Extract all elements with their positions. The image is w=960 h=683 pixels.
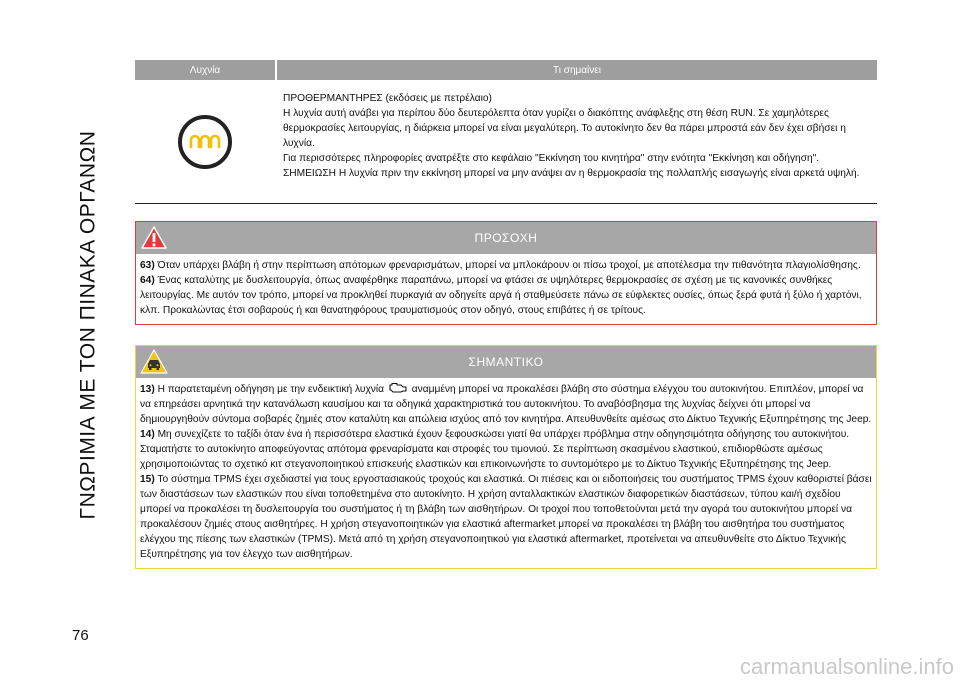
note-number: 14): [140, 429, 155, 440]
notice-paragraph: [140, 427, 872, 472]
note-text: Ένας καταλύτης με δυσλειτουργία, όπως αναφέρθηκε παραπάνω, μπορεί να φτάσει σε υψηλότερες θερμοκρασίες σε σχέση με τις κανονικές συνθήκες λειτουργίας. Με αυτόν τον τρόπο, μπορεί να προκληθεί πυρκαγιά αν οδηγείτε αργά ή σταθμεύσετε πάνω σε εύφλεκτες ουσίες, όπως ξερά φυτά ή ξύλο ή χαρτόνι, κλπ. Προκαλώντας έτσι σοβαρούς ή και θανατηφόρους τραυματισμούς στον οδηγό, στους επιβάτες ή σε τρίτους.: [140, 275, 862, 316]
notice-body: [136, 378, 876, 568]
note-number: 13): [140, 384, 155, 395]
meaning-cell: [277, 80, 877, 203]
meaning-line: Για περισσότερες πληροφορίες ανατρέξτε στο κεφάλαιο "Εκκίνηση του κινητήρα" στην ενότητα "Εκκίνηση και οδήγηση".: [283, 153, 820, 164]
meaning-line: ΠΡΟΘΕΡΜΑΝΤΗΡΕΣ (εκδόσεις με πετρέλαιο): [283, 93, 492, 104]
footer-watermark: carmanualsonline.info: [739, 654, 954, 679]
glow-plug-icon: [178, 115, 232, 169]
notice-paragraph: [140, 472, 872, 562]
side-section-title: [62, 40, 114, 610]
meaning-line: ΣΗΜΕΙΩΣΗ Η λυχνία πριν την εκκίνηση μπορεί να μην ανάψει αν η θερμοκρασία της πολλαπλής εισαγωγής είναι αρκετά υψηλή.: [283, 168, 860, 179]
warning-triangle-icon: [140, 224, 168, 252]
engine-icon: [388, 382, 408, 393]
table-row: [135, 80, 877, 204]
notice-title: ΣΗΜΑΝΤΙΚΟ: [468, 355, 544, 369]
note-number: 63): [140, 260, 155, 271]
meaning-line: Η λυχνία αυτή ανάβει για περίπου δύο δευτερόλεπτα όταν γυρίζει ο διακόπτης ανάφλεξης στη θέση RUN. Σε χαμηλότερες θερμοκρασίες λειτουργίας, η διάρκεια μπορεί να είναι μεγαλύτερη. Το αυτοκίνητο δεν θα πάρει μπροστά εάν δεν έχει σβήσει η λυχνία.: [283, 108, 846, 149]
note-text: αναμμένη μπορεί να προκαλέσει βλάβη στο σύστημα ελέγχου του αυτοκινήτου. Επιπλέον, μπορεί να να επηρεάσει αρνητικά την κατανάλωση καυσίμου και τα οδηγικά χαρακτηριστικά του αυτοκινήτου. Το αναβόσβησμα της λυχνίας δείχνει ότι μπορεί να δημιουργηθούν σύντομα σοβαρές ζημιές στον καταλύτη και απώλεια ισχύος από τον κινητήρα. Απευθυνθείτε αμέσως στο Δίκτυο Τεχνικής Εξυπηρέτησης της Jeep.: [140, 384, 872, 425]
warning-title: ΠΡΟΣΟΧΗ: [474, 231, 538, 245]
table-header: [135, 60, 877, 80]
car-notice-icon: [140, 348, 168, 376]
note-number: 64): [140, 275, 155, 286]
note-text: Η παρατεταμένη οδήγηση με την ενδεικτική λυχνία: [154, 384, 387, 395]
notice-paragraph: [140, 382, 872, 427]
warning-box: [135, 221, 877, 325]
header-meaning: Τι σημαίνει: [277, 60, 877, 80]
note-text: Μη συνεχίζετε το ταξίδι όταν ένα ή περισσότερα ελαστικά έχουν ξεφουσκώσει γιατί θα υπάρχει πρόβλημα στην οδηγησιμότητα οδήγησης του αυτοκινήτου. Σταματήστε το αυτοκίνητο αποφεύγοντας απότομα φρεναρίσματα και στροφές του τιμονιού. Σε περίπτωση σκασμένου ελαστικού, επιδιορθώστε αμέσως χρησιμοποιώντας το σχετικό κιτ στεγανοποιητικού επισκευής ελαστικών και επικοινωνήστε το συντομότερο με το Δίκτυο Τεχνικής Εξυπηρέτησης της Jeep.: [140, 429, 850, 470]
page-content: [135, 60, 877, 569]
lamp-cell: [135, 80, 275, 203]
notice-header: [136, 346, 876, 378]
warning-body: [136, 254, 876, 324]
note-text: Το σύστημα TPMS έχει σχεδιαστεί για τους εργοστασιακούς τροχούς και ελαστικά. Οι πιέσεις και οι ειδοποιήσεις του συστήματος TPMS έχουν καθοριστεί βάσει των διαστάσεων των ελαστικών που είναι τοποθετημένα στο αυτοκίνητο. Η χρήση ανταλλακτικών ελαστικών διαφορετικών διαστάσεων, τύπου και/ή σχεδίου μπορεί να προκαλέσει τη δυσλειτουργία του συστήματος ή τη βλάβη των αισθητήρων. Οι τροχοί που τοποθετούνται μετά την αγορά του αυτοκινήτου μπορεί να προκαλέσουν ζημιές στους αισθητήρες. Η χρήση στεγανοποιητικών για ελαστικά aftermarket μπορεί να προκαλέσει τη βλάβη του αισθητήρα του συστήματος ελέγχου της πίεσης των ελαστικών (TPMS). Μετά από τη χρήση στεγανοποιητικού για ελαστικά aftermarket, προτείνεται να απευθυνθείτε στο Δίκτυο Τεχνικής Εξυπηρέτησης για τον έλεγχο των αισθητήρων.: [140, 474, 872, 560]
side-title-text: ΓΝΩΡΙΜΙΑ ΜΕ ΤΟΝ ΠΙΝΑΚΑ ΟΡΓΑΝΩΝ: [76, 130, 99, 520]
note-number: 15): [140, 474, 155, 485]
warning-paragraph: [140, 258, 872, 273]
note-text: Όταν υπάρχει βλάβη ή στην περίπτωση απότομων φρεναρισμάτων, μπορεί να μπλοκάρουν οι πίσω τροχοί, με αποτέλεσμα την πιθανότητα πλαγιολίσθησης.: [154, 260, 861, 271]
warning-header: [136, 222, 876, 254]
page-number: 76: [72, 627, 89, 644]
warning-paragraph: [140, 273, 872, 318]
header-lamp: Λυχνία: [135, 60, 275, 80]
notice-box: [135, 345, 877, 569]
